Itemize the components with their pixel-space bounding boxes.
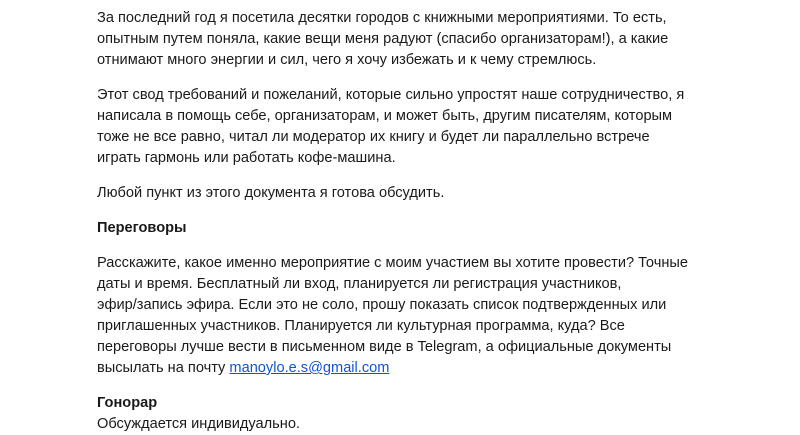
text-line: переговоры лучше вести в письменном виде в Telegram, а официальные документы	[97, 339, 672, 355]
fee-heading: Гонорар	[97, 395, 158, 411]
text-line: тоже не все равно, читал ли модератор их книгу и будет ли параллельно встрече	[97, 129, 650, 145]
text-line: даты и время. Бесплатный ли вход, планируется ли регистрация участников,	[97, 276, 622, 292]
text-line: Любой пункт из этого документа я готова обсудить.	[97, 185, 445, 201]
text-line: приглашенных участников. Планируется ли культурная программа, куда? Все	[97, 318, 625, 334]
email-link[interactable]: manoylo.e.s@gmail.com	[229, 360, 390, 376]
text-line: За последний год я посетила десятки городов с книжными мероприятиями. То есть,	[97, 10, 667, 26]
text-line: написала в помощь себе, организаторам, и может быть, другим писателям, которым	[97, 108, 673, 124]
email-prefix-text: высылать на почту	[97, 360, 230, 376]
intro-paragraph	[97, 8, 737, 71]
text-line: эфир/запись эфира. Если это не соло, прошу показать список подтвержденных или	[97, 297, 667, 313]
text-line: отнимают много энергии и сил, чего я хочу избежать и к чему стремлюсь.	[97, 52, 597, 68]
negotiations-paragraph	[97, 253, 737, 379]
text-line: опытным путем поняла, какие вещи меня радуют (спасибо организаторам!), а какие	[97, 31, 669, 47]
text-line: играть гармонь или работать кофе-машина.	[97, 150, 396, 166]
text-line: Этот свод требований и пожеланий, которые сильно упростят наше сотрудничество, я	[97, 87, 685, 103]
text-line-with-email	[97, 358, 737, 379]
discuss-paragraph	[97, 183, 737, 204]
text-line: Расскажите, какое именно мероприятие с моим участием вы хотите провести? Точные	[97, 255, 688, 271]
fee-text: Обсуждается индивидуально.	[97, 416, 301, 432]
negotiations-heading: Переговоры	[97, 220, 187, 236]
purpose-paragraph	[97, 85, 737, 169]
document-body	[97, 8, 737, 435]
